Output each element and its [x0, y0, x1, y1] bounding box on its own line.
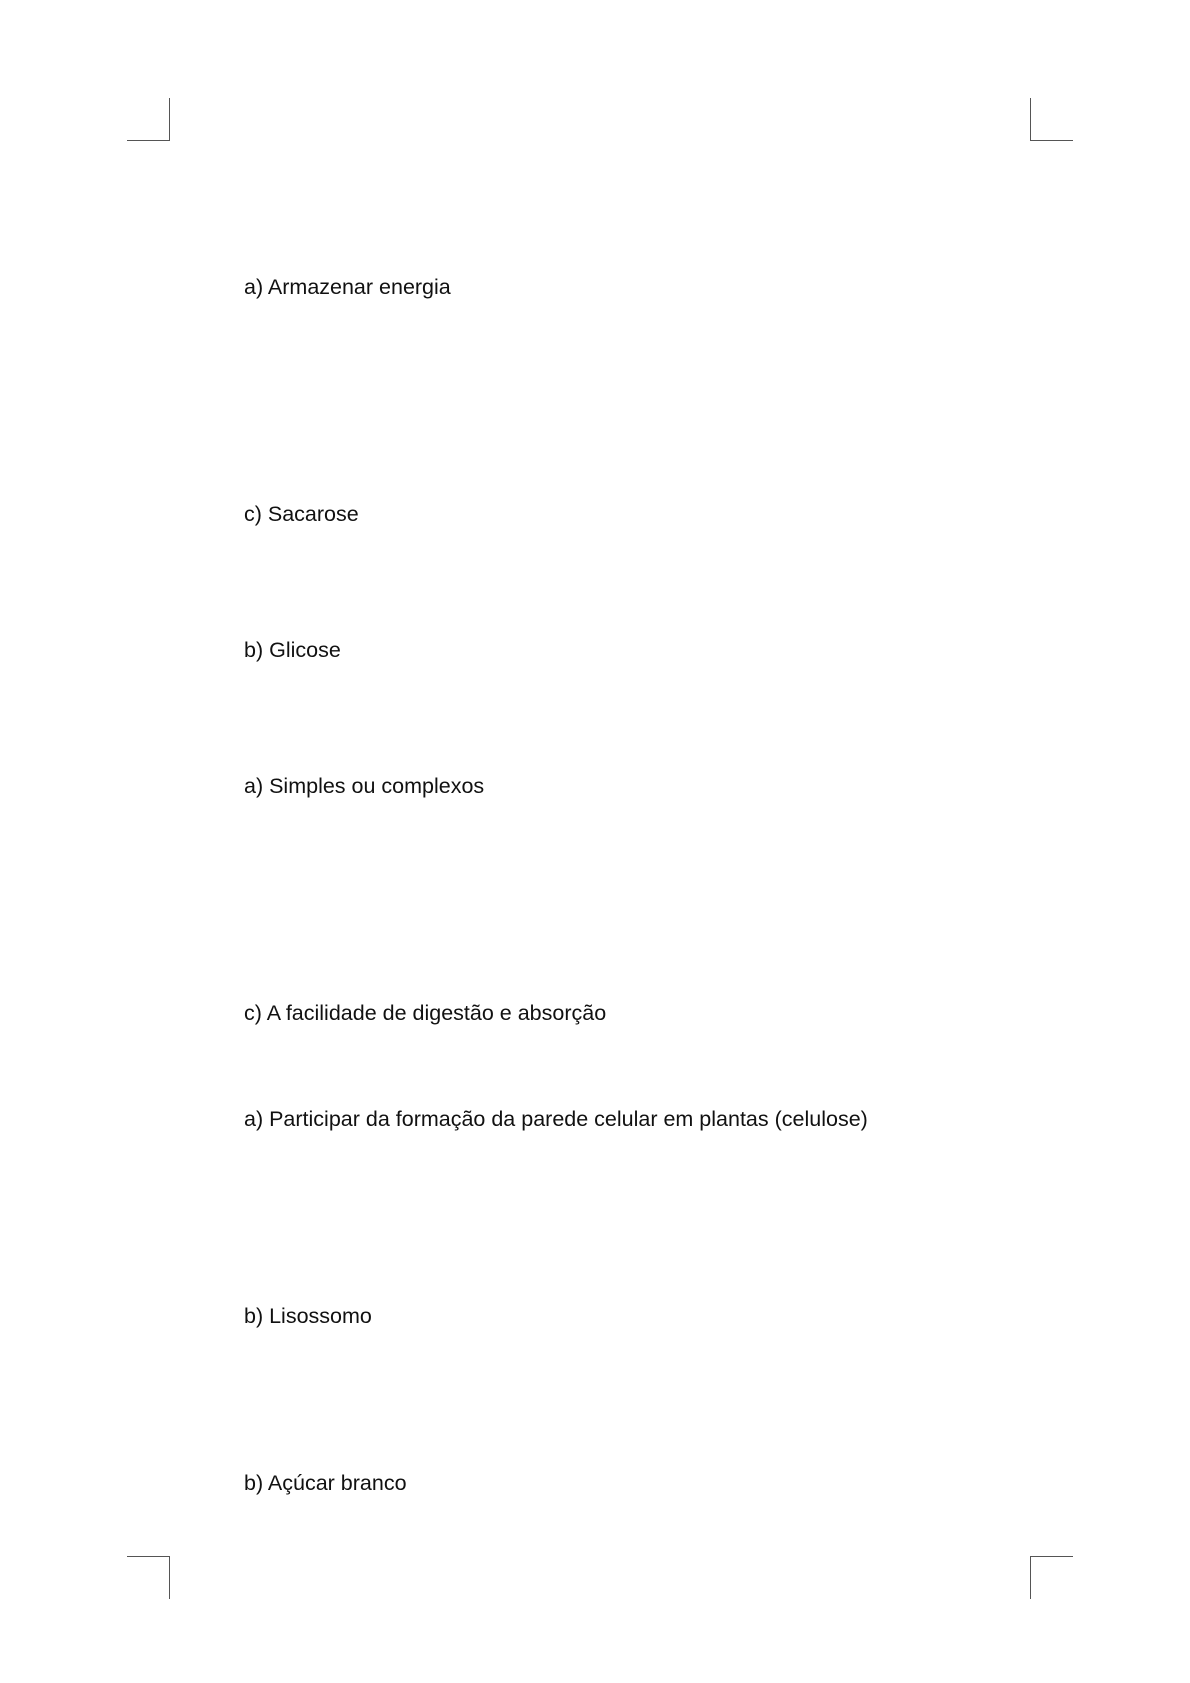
crop-mark-top-left — [127, 98, 170, 141]
crop-mark-bottom-left — [127, 1556, 170, 1599]
crop-mark-bottom-right — [1030, 1556, 1073, 1599]
answer-line: a) Participar da formação da parede celular em plantas (celulose) — [244, 1107, 868, 1131]
crop-mark-top-right — [1030, 98, 1073, 141]
answer-line: c) Sacarose — [244, 502, 359, 526]
answer-line: b) Glicose — [244, 638, 341, 662]
answer-line: b) Açúcar branco — [244, 1471, 407, 1495]
answer-line: a) Armazenar energia — [244, 275, 451, 299]
answer-line: a) Simples ou complexos — [244, 774, 485, 798]
answer-line: c) A facilidade de digestão e absorção — [244, 1001, 607, 1025]
answer-line: b) Lisossomo — [244, 1304, 372, 1328]
